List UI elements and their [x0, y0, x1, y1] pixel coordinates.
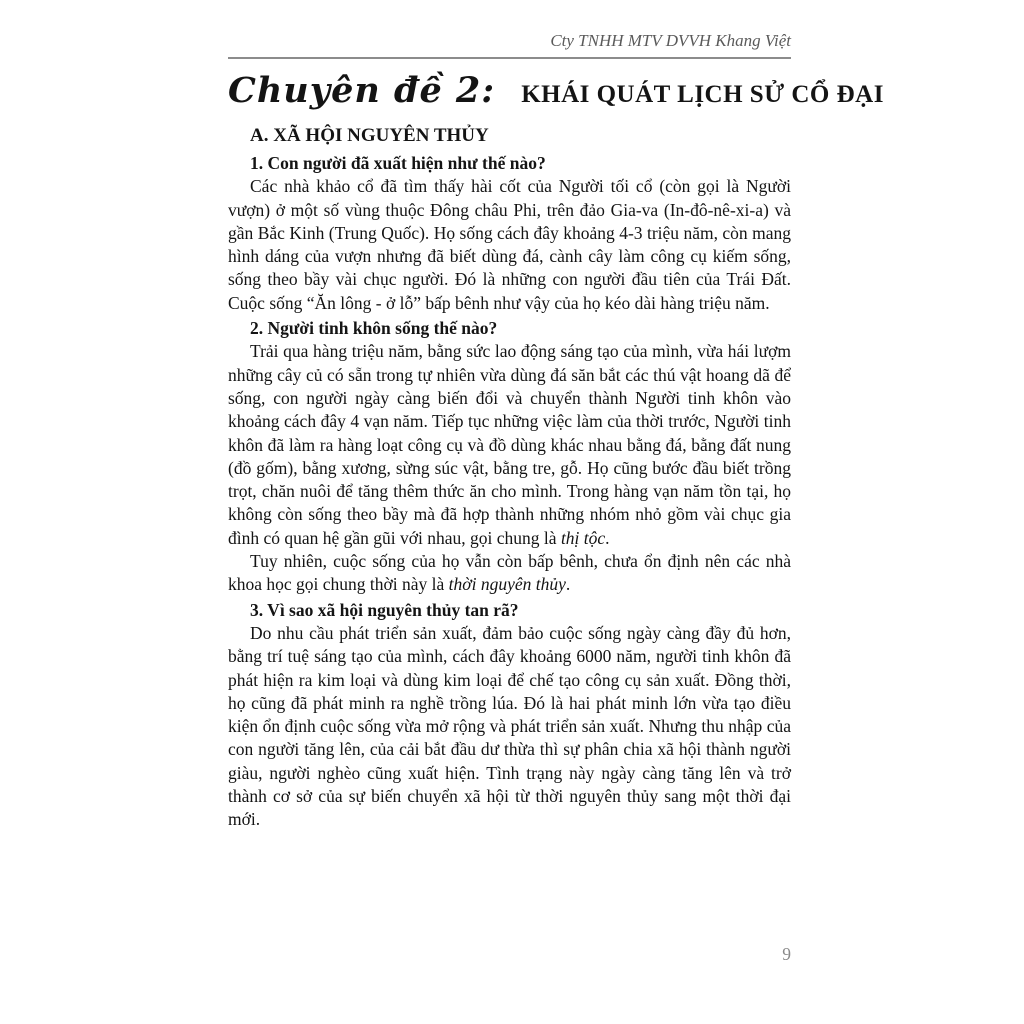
text-run: Trải qua hàng triệu năm, bằng sức lao động sáng tạo của mình, vừa hái lượm những cây củ có sẵn trong tự nhiên vừa dùng đá săn bắt các thú vật hoang dã để sống, con người ngày càng biến đổi và chuyển thành Người tinh khôn vào khoảng cách đây 4 vạn năm. Tiếp tục những việc làm của thời trước, Người tinh khôn đã làm ra hàng loạt công cụ và đồ dùng khác nhau bằng đá, bằng đất nung (đồ gốm), bằng xương, sừng súc vật, bằng tre, gỗ. Họ cũng bước đầu biết trồng trọt, chăn nuôi để tăng thêm thức ăn cho mình. Trong hàng vạn năm tồn tại, họ không còn sống theo bầy mà đã hợp thành những nhóm nhỏ gồm vài chục gia đình có quan hệ gần gũi với nhau, gọi chung là: [228, 341, 791, 548]
text-run: 3. Vì sao xã hội nguyên thủy tan rã?: [250, 599, 519, 620]
paragraph: [228, 175, 791, 315]
text-run: 2. Người tinh khôn sống thế nào?: [250, 318, 498, 339]
text-run: .: [605, 527, 610, 548]
chapter-heading: KHÁI QUÁT LỊCH SỬ CỔ ĐẠI: [521, 81, 884, 108]
subheading: [228, 599, 791, 622]
text-run: Các nhà khảo cổ đã tìm thấy hài cốt của Người tối cổ (còn gọi là Người vượn) ở một số vùng thuộc Đông châu Phi, trên đảo Gia-va (In-đô-nê-xi-a) và gần Bắc Kinh (Trung Quốc). Họ sống cách đây khoảng 4-3 triệu năm, còn mang hình dáng của vượn nhưng đã biết dùng đá, cành cây làm công cụ kiếm sống, sống theo bầy vài chục người. Đó là những con người đầu tiên của Trái Đất. Cuộc sống “Ăn lông - ở lỗ” bấp bênh như vậy của họ kéo dài hàng triệu năm.: [228, 176, 791, 313]
paragraph: [228, 550, 791, 597]
running-header: Cty TNHH MTV DVVH Khang Việt: [228, 30, 791, 59]
paragraph: [228, 622, 791, 832]
page-number: 9: [782, 944, 791, 964]
text-run: Tuy nhiên, cuộc sống của họ vẫn còn bấp bênh, chưa ổn định nên các nhà khoa học gọi chung thời này là: [228, 551, 791, 595]
text-run: 1. Con người đã xuất hiện như thế nào?: [250, 153, 546, 173]
emphasized-term: thời nguyên thủy: [448, 574, 566, 595]
text-run: Do nhu cầu phát triển sản xuất, đảm bảo cuộc sống ngày càng đầy đủ hơn, bằng trí tuệ sáng tạo của mình, cách đây khoảng 6000 năm, người tinh khôn đã phát hiện ra kim loại và dùng kim loại để chế tạo công cụ sản xuất. Đồng thời, họ cũng đã phát minh ra nghề trồng lúa. Đó là hai phát minh lớn vừa tạo điều kiện ổn định cuộc sống vừa mở rộng và phát triển sản xuất. Nhưng thu nhập của con người tăng lên, của cải bắt đầu dư thừa thì sự phân chia xã hội thành người giàu, người nghèo cũng xuất hiện. Tình trạng này ngày càng tăng lên và trở thành cơ sở của sự biến chuyển xã hội từ thời nguyên thủy sang một thời đại mới.: [228, 622, 791, 830]
subheading: [228, 317, 791, 340]
section-heading: A. XÃ HỘI NGUYÊN THỦY: [250, 125, 489, 146]
subheading: [228, 152, 791, 175]
body-text: [228, 152, 791, 832]
page-content: [228, 30, 884, 832]
text-run: .: [565, 574, 571, 595]
chapter-title-row: [228, 70, 884, 111]
chapter-label: Chuyên đề 2:: [228, 70, 496, 111]
emphasized-term: thị tộc: [560, 527, 606, 548]
paragraph: [228, 340, 791, 550]
